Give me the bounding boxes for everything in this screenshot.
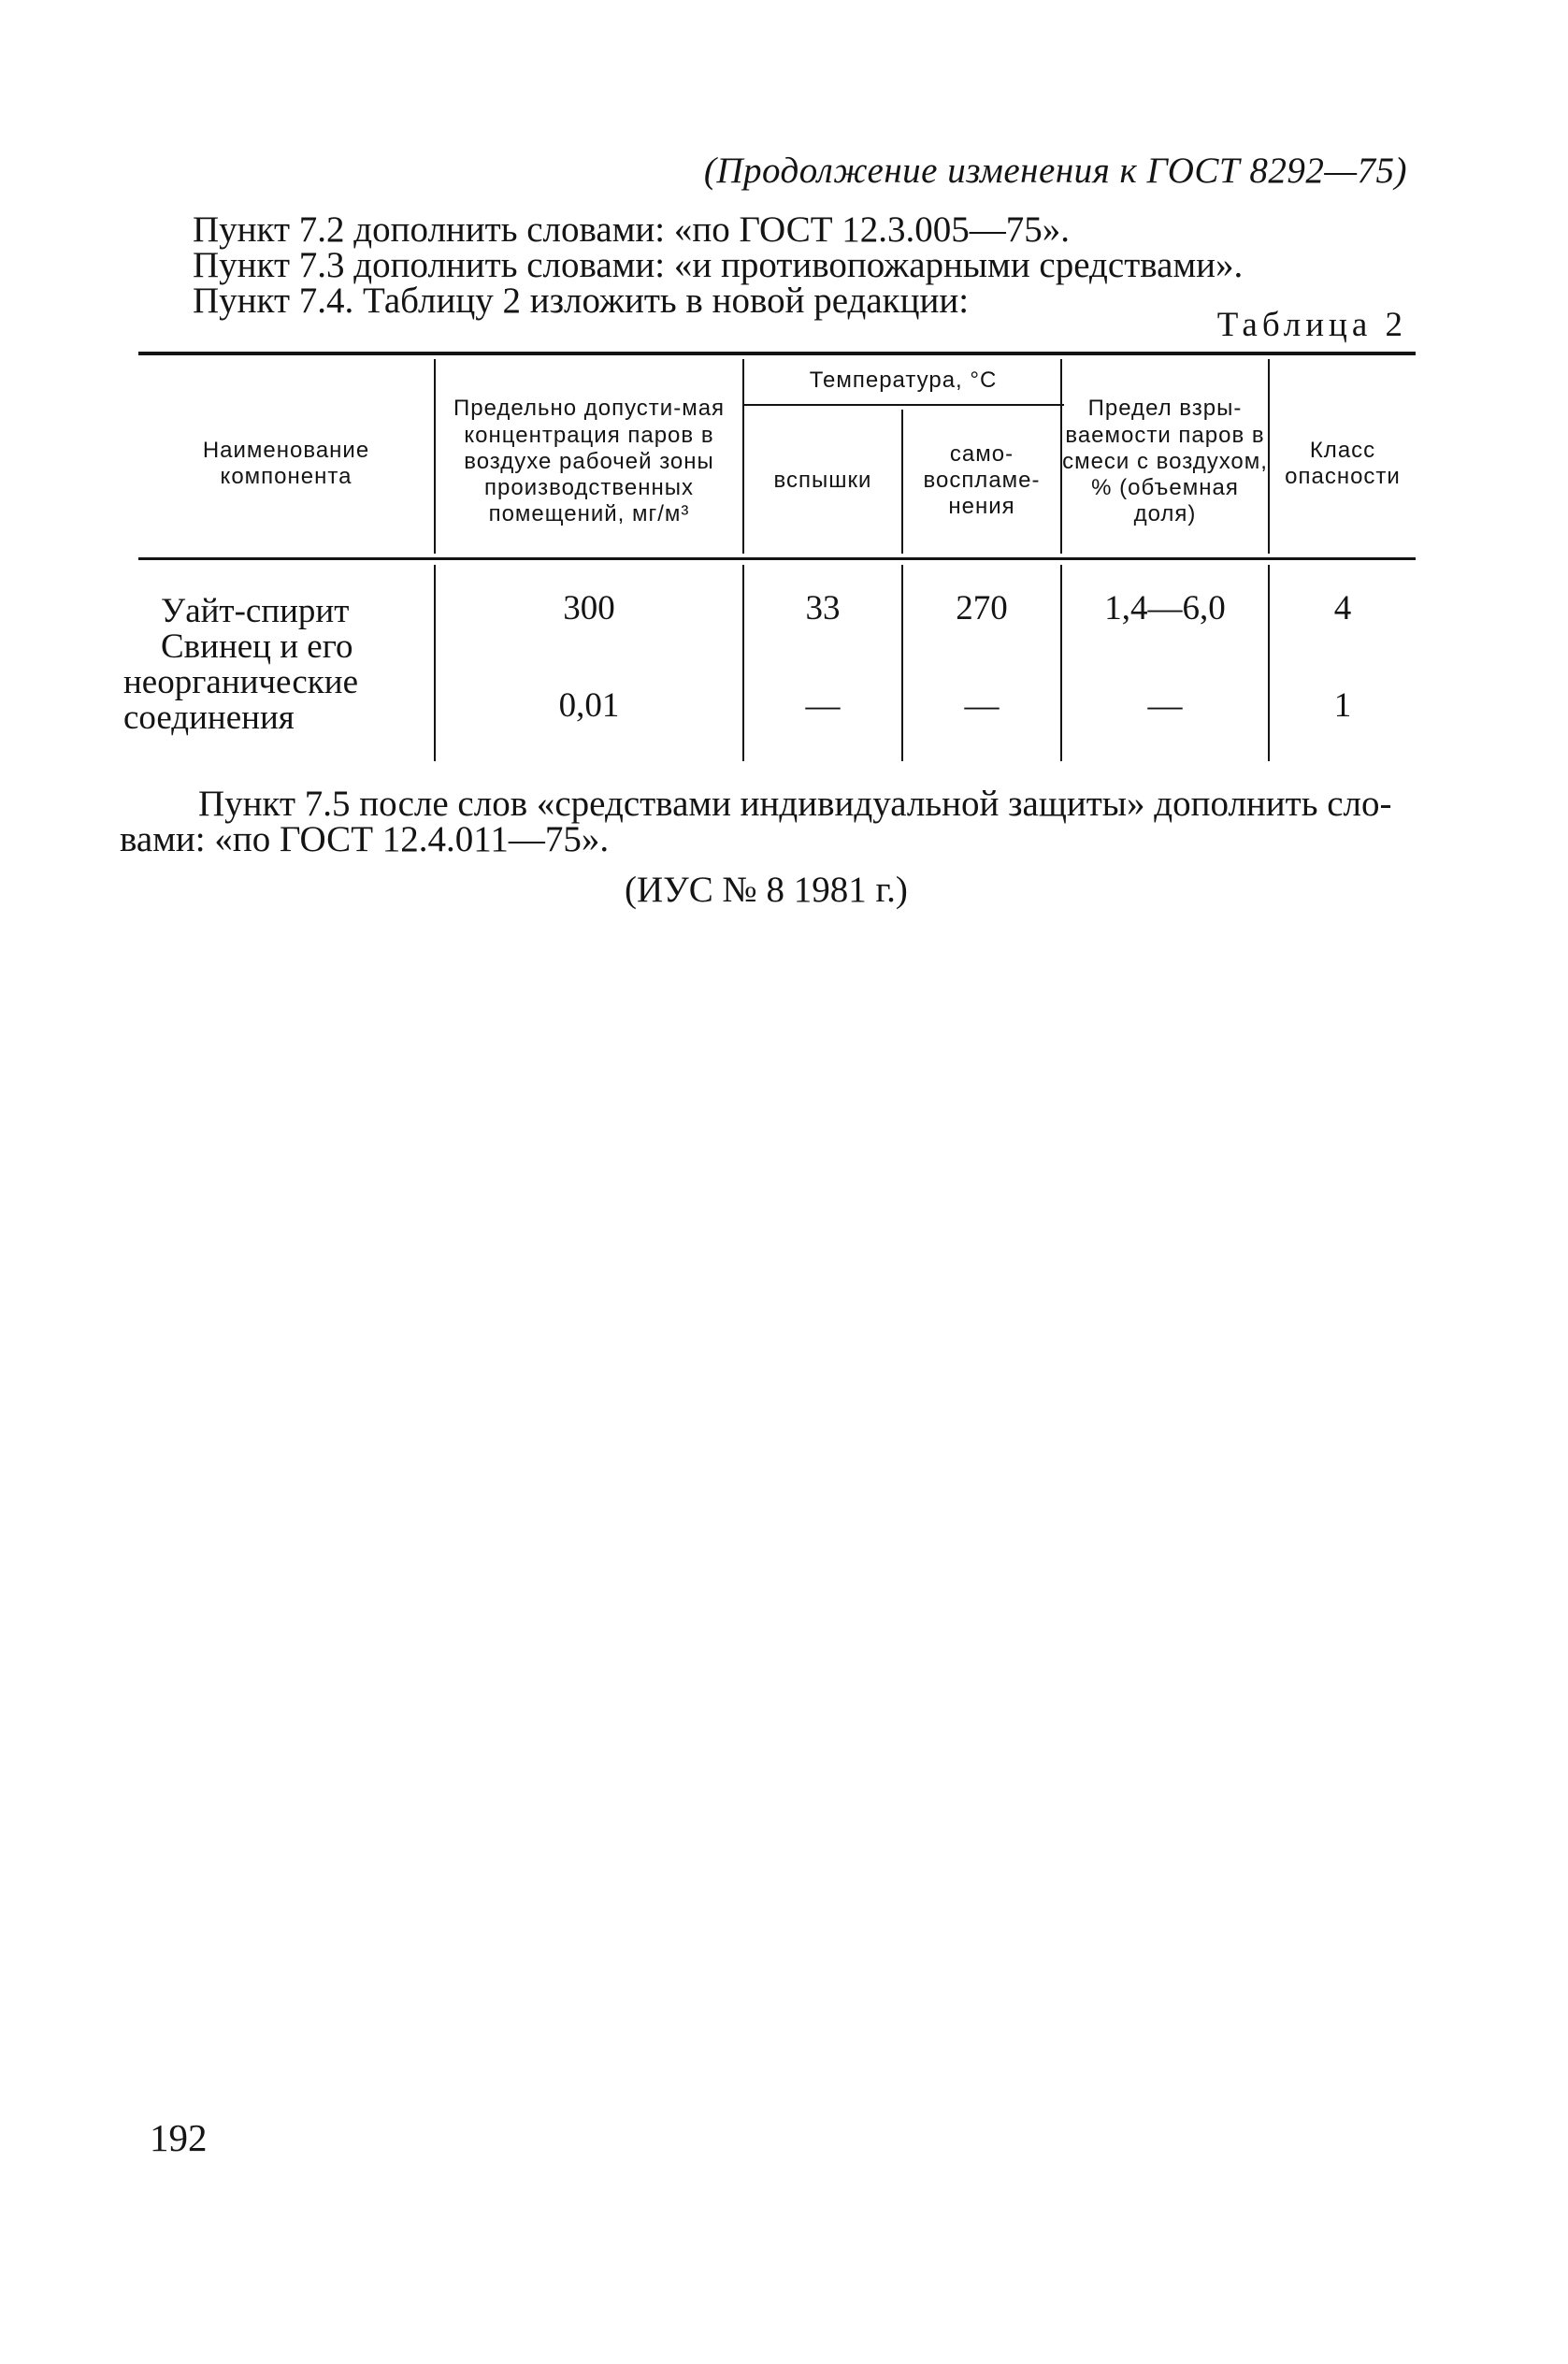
row-2-name-line-3: соединения xyxy=(123,699,295,737)
header-autoignition: само-воспламе-нения xyxy=(923,440,1041,520)
header-concentration: Предельно допусти-мая концентрация паров в воздухе рабочей зоны производственных помещений, мг/м³ xyxy=(453,396,726,527)
row-1-autoignition: 270 xyxy=(956,589,1008,627)
row-1-hazard-class: 4 xyxy=(1333,589,1352,627)
paragraph-7-2: Пункт 7.2 дополнить словами: «по ГОСТ 12.3.005—75». xyxy=(193,209,1071,250)
paragraph-7-5-line-2: вами: «по ГОСТ 12.4.011—75». xyxy=(120,819,610,859)
row-2-autoignition: — xyxy=(964,686,1000,725)
header-flash: вспышки xyxy=(773,467,872,493)
paragraph-7-3: Пункт 7.3 дополнить словами: «и противопожарными средствами». xyxy=(193,245,1244,285)
table-2 xyxy=(123,352,1416,763)
page-number: 192 xyxy=(150,2116,208,2159)
paragraph-7-4: Пункт 7.4. Таблицу 2 изложить в новой редакции: xyxy=(193,281,970,321)
temperature-subheader-rule xyxy=(744,404,1064,406)
header-name: Наименование компонента xyxy=(202,437,370,489)
row-2-flash: — xyxy=(805,686,841,725)
running-head: (Продолжение изменения к ГОСТ 8292—75) xyxy=(703,151,1407,191)
row-1-concentration: 300 xyxy=(563,589,615,627)
row-1-flash: 33 xyxy=(805,589,841,627)
paragraph-7-5-line-1: Пункт 7.5 после слов «средствами индивидуальной защиты» дополнить сло- xyxy=(198,784,1392,824)
table-caption: Таблица 2 xyxy=(1216,306,1407,344)
header-temperature: Температура, °С xyxy=(809,367,998,393)
row-2-hazard-class: 1 xyxy=(1333,686,1352,725)
row-2-concentration: 0,01 xyxy=(558,686,620,725)
row-1-name: Уайт-спирит xyxy=(161,592,350,630)
table-top-rule xyxy=(138,352,1416,355)
row-2-name-line-1: Свинец и его xyxy=(161,627,353,666)
table-header-rule xyxy=(138,557,1416,560)
header-explosive-limit: Предел взры-ваемости паров в смеси с воздухом, % (объемная доля) xyxy=(1062,396,1268,527)
row-1-explosive-limit: 1,4—6,0 xyxy=(1104,589,1226,627)
source-note: (ИУС № 8 1981 г.) xyxy=(625,870,908,910)
header-hazard-class: Класс опасности xyxy=(1285,437,1401,489)
row-2-name-line-2: неорганические xyxy=(123,663,358,701)
row-2-explosive-limit: — xyxy=(1147,686,1183,725)
